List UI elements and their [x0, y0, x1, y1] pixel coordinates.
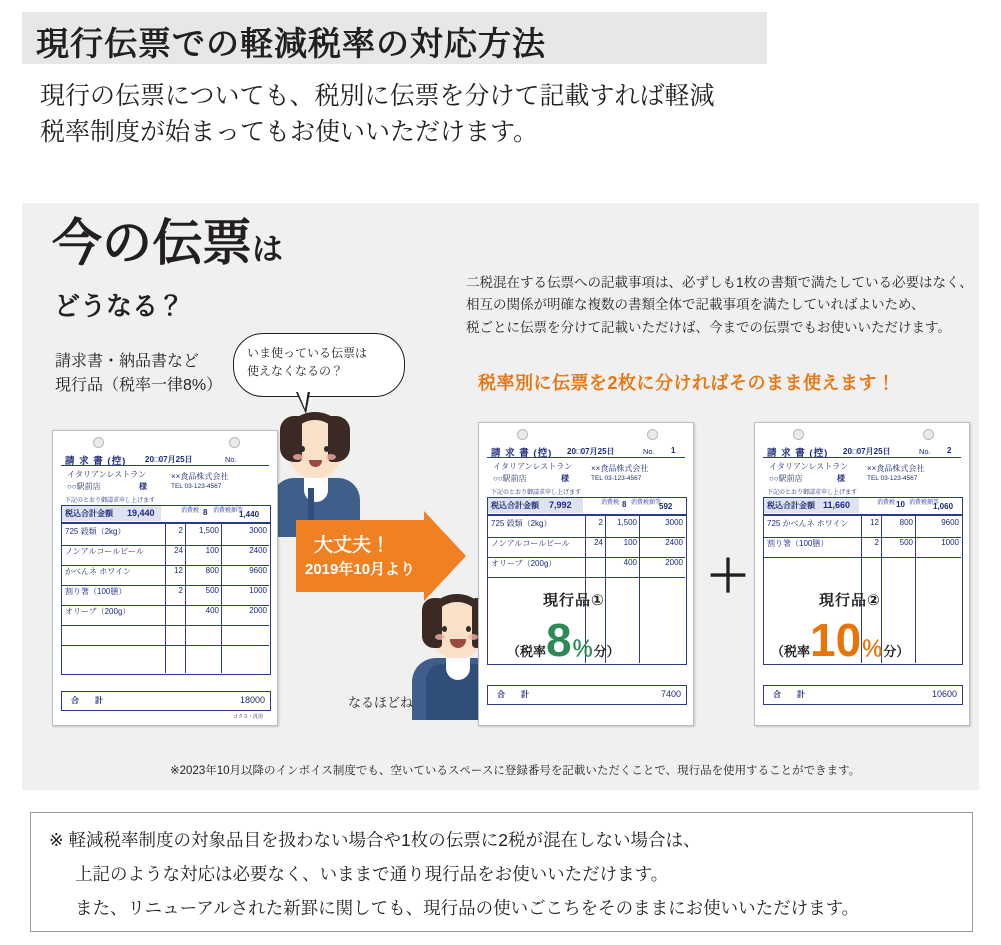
- slip-note: 下記のとおり御請求申し上げます: [65, 498, 156, 504]
- arrow-line-1: 大丈夫！: [314, 535, 391, 556]
- slip-tel: TEL 03-123-4567: [591, 475, 642, 482]
- row-0-qty: 2: [598, 518, 603, 527]
- slip-no-label: No.: [225, 455, 237, 464]
- punch-hole-left: [793, 429, 804, 440]
- row-0-qty: 12: [870, 518, 879, 527]
- row-1-amount: 1000: [941, 538, 959, 547]
- punch-hole-right: [923, 429, 934, 440]
- slip-tax-total-label: 消費税額等: [909, 500, 940, 506]
- explanation-line-1: 二税混在する伝票への記載事項は、必ずしも1枚の書類で満たしている必要はなく、: [466, 275, 973, 290]
- badge-post: 分）: [593, 644, 620, 659]
- slip-tax-total-label: 消費税額等: [213, 508, 244, 514]
- eye-left: [300, 446, 305, 452]
- slip-customer-2: ○○駅前店: [67, 482, 101, 491]
- current-product-label-line2: 現行品（税率一律8%）: [55, 377, 223, 394]
- row-3-amount: 1000: [249, 586, 267, 595]
- slip-note: 下記のとおり御請求申し上げます: [767, 490, 858, 496]
- badge-percent-symbol: ％: [571, 636, 594, 661]
- row-2-unit: 800: [205, 566, 219, 575]
- row-1-qty: 2: [874, 538, 879, 547]
- row-4-name: オリーブ（200g）: [65, 607, 131, 616]
- punch-hole-left: [93, 437, 104, 448]
- slip-sum-label: 合 計: [71, 696, 103, 705]
- slip-sum-label: 合 計: [773, 690, 805, 699]
- slip-total-value: 7,992: [549, 500, 572, 510]
- badge-pre: （税率: [507, 644, 547, 659]
- slip-customer-1: イタリアンレストラン: [493, 462, 573, 471]
- panel-subheading: どうなる？: [54, 291, 185, 321]
- slip-badge-label: 現行品①: [543, 592, 605, 609]
- slip-tax-rate: 10: [896, 500, 905, 509]
- slip-tax-rate: 8: [203, 508, 208, 517]
- panel-heading-suffix: は: [252, 232, 283, 267]
- slip-tax-head: 消費税: [181, 508, 200, 514]
- slip-current: 請 求 書 (控) 20□07月25日 No. イタリアンレストラン ○○駅前店 様 ××食品株式会社 TEL 03-123-4567 下記のとおり御請求申し上げます 税込合計金額 19,440 消費税 8 消費税額等 1,440 725 穀類（2kg） 2 1,500 3000 ノンアルコールビール 24 100 2400 かべんネ ホワイン 12 800 9600 割り箸（100膳） 2 500 1000 オリーブ（200g） 400 2000 合 計 18000 コクヨ・汎用: [52, 430, 278, 726]
- slip-sum-label: 合 計: [497, 690, 529, 699]
- row-0-unit: 800: [899, 518, 913, 527]
- slip-sum-value: 18000: [239, 695, 265, 705]
- slip-tax-total-label: 消費税額等: [631, 500, 662, 506]
- explanation-line-3: 税ごとに伝票を分けて記載いただけば、今までの伝票でもお使いいただけます。: [466, 319, 951, 335]
- slip-note: 下記のとおり御請求申し上げます: [491, 490, 582, 496]
- slip-total-label: 税込合計金額: [767, 501, 815, 510]
- row-1-unit: 500: [899, 538, 913, 547]
- lead-paragraph: [40, 78, 920, 151]
- row-2-qty: 12: [174, 566, 183, 575]
- arrow-line-2: 2019年10月より: [305, 561, 416, 578]
- slip-company: ××食品株式会社: [591, 464, 649, 473]
- slip-customer-2: ○○駅前店: [769, 474, 803, 483]
- slip-sum-value: 10600: [931, 689, 957, 699]
- row-0-name: 725 かべんネ ホワイン: [767, 519, 849, 528]
- badge-rate-number: 10: [810, 614, 862, 666]
- row-0-name: 725 穀類（2kg）: [491, 519, 552, 528]
- slip-no-value: 1: [671, 446, 676, 455]
- row-0-unit: 1,500: [616, 518, 637, 527]
- slip-customer-suffix: 様: [837, 474, 845, 483]
- row-1-unit: 100: [623, 538, 637, 547]
- slip-customer-1: イタリアンレストラン: [769, 462, 849, 471]
- row-3-qty: 2: [178, 586, 183, 595]
- slip-customer-2: ○○駅前店: [493, 474, 527, 483]
- panel-heading-main: 今の伝票: [52, 215, 252, 271]
- eye-right: [324, 446, 329, 452]
- page-title-bar: [22, 12, 767, 64]
- eye-left: [442, 626, 447, 632]
- slip-date: 20□07月25日: [843, 447, 891, 456]
- slip-customer-1: イタリアンレストラン: [67, 470, 147, 479]
- punch-hole-right: [229, 437, 240, 448]
- slip-badge-label: 現行品②: [819, 592, 881, 609]
- bubble-text: [247, 344, 367, 380]
- row-2-name: オリーブ（200g）: [491, 559, 557, 568]
- row-0-amount: 3000: [665, 518, 683, 527]
- row-1-name: ノンアルコールビール: [65, 547, 144, 556]
- row-1-qty: 24: [174, 546, 183, 555]
- row-4-unit: 400: [205, 606, 219, 615]
- slip-8-percent: [478, 422, 694, 726]
- bottom-note-line-1: ※ 軽減税率制度の対象品目を扱わない場合や1枚の伝票に2税が混在しない場合は、: [49, 830, 701, 850]
- slip-tax-total: 592: [659, 502, 673, 511]
- row-3-name: 割り箸（100膳）: [65, 587, 127, 596]
- slip-date: 20□07月25日: [145, 455, 193, 464]
- slip-total-label: 税込合計金額: [65, 509, 113, 518]
- split-slips-callout: 税率別に伝票を2枚に分ければそのまま使えます！: [478, 373, 896, 393]
- reassurance-arrow: [296, 520, 466, 592]
- bubble-line-2: 使えなくなるの？: [247, 364, 344, 378]
- slip-no-label: No.: [643, 447, 655, 456]
- row-3-unit: 500: [205, 586, 219, 595]
- punch-hole-right: [647, 429, 658, 440]
- row-1-name: ノンアルコールビール: [491, 539, 570, 548]
- panel-heading: [52, 215, 283, 271]
- plus-sign: ＋: [706, 552, 750, 601]
- bottom-note-line-3: また、リニューアルされた新罫に関しても、現行品の使いごこちをそのままにお使いいただけます。: [75, 898, 860, 918]
- badge-post: 分）: [883, 644, 910, 659]
- slip-sum-value: 7400: [660, 689, 681, 699]
- row-1-amount: 2400: [665, 538, 683, 547]
- slip-total-label: 税込合計金額: [491, 501, 539, 510]
- page-title: 現行伝票での軽減税率の対応方法: [36, 25, 546, 62]
- bottom-note-line-2: 上記のような対応は必要なく、いままで通り現行品をお使いいただけます。: [75, 864, 669, 884]
- slip-tel: TEL 03-123-4567: [867, 475, 918, 482]
- blush-right: [326, 454, 336, 460]
- row-2-amount: 2000: [665, 558, 683, 567]
- lead-line-2: 税率制度が始まってもお使いいただけます。: [40, 118, 539, 147]
- slip-badge-rate: [507, 613, 620, 667]
- naruhodo-text: なるほどね: [348, 695, 414, 710]
- slip-total-value: 11,660: [823, 500, 851, 510]
- slip-tax-total: 1,060: [933, 502, 954, 511]
- slip-title: 請 求 書 (控): [767, 448, 829, 459]
- row-0-name: 725 穀類（2kg）: [65, 527, 126, 536]
- slip-title: 請 求 書 (控): [491, 448, 553, 459]
- badge-rate-number: 8: [546, 614, 572, 666]
- slip-badge-rate: [771, 613, 909, 667]
- slip-customer-suffix: 様: [561, 474, 569, 483]
- row-1-qty: 24: [594, 538, 603, 547]
- bottom-note-box: [30, 812, 973, 932]
- slip-tel: TEL 03-123-4567: [171, 483, 222, 490]
- slip-total-value: 19,440: [127, 508, 155, 518]
- current-product-label: [55, 350, 222, 398]
- slip-tax-head: 消費税: [877, 500, 896, 506]
- row-0-amount: 3000: [249, 526, 267, 535]
- row-2-amount: 9600: [249, 566, 267, 575]
- row-0-unit: 1,500: [198, 526, 219, 535]
- explanation-line-2: 相互の関係が明確な複数の書類全体で記載事項を満たしていればよいため、: [466, 297, 925, 313]
- slip-company: ××食品株式会社: [867, 464, 925, 473]
- row-1-amount: 2400: [249, 546, 267, 555]
- blush-right: [468, 634, 478, 640]
- explanation-paragraph: [466, 272, 978, 339]
- slip-date: 20□07月25日: [567, 447, 615, 456]
- row-4-amount: 2000: [249, 606, 267, 615]
- bubble-line-1: いま使っている伝票は: [247, 346, 368, 360]
- invoice-system-footnote: ※2023年10月以降のインボイス制度でも、空いているスペースに登録番号を記載いただくことで、現行品を使用することができます。: [170, 765, 861, 777]
- hair-left: [422, 598, 442, 648]
- row-1-name: 割り箸（100膳）: [767, 539, 829, 548]
- row-0-qty: 2: [178, 526, 183, 535]
- slip-no-value: 2: [947, 446, 952, 455]
- question-speech-bubble: [233, 333, 405, 397]
- badge-pre: （税率: [771, 644, 811, 659]
- slip-title: 請 求 書 (控): [65, 456, 127, 467]
- slip-customer-suffix: 様: [139, 482, 147, 491]
- punch-hole-left: [517, 429, 528, 440]
- slip-no-label: No.: [919, 447, 931, 456]
- lead-line-1: 現行の伝票についても、税別に伝票を分けて記載すれば軽減: [40, 82, 715, 110]
- row-1-unit: 100: [205, 546, 219, 555]
- slip-tax-total: 1,440: [239, 510, 260, 519]
- slip-tax-head: 消費税: [601, 500, 620, 506]
- blush-left: [293, 454, 303, 460]
- badge-percent-symbol: ％: [861, 636, 884, 661]
- eye-right: [466, 626, 471, 632]
- slip-company: ××食品株式会社: [171, 472, 229, 481]
- blush-left: [435, 634, 445, 640]
- current-product-label-line1: 請求書・納品書など: [55, 353, 200, 370]
- slip-tax-rate: 8: [622, 500, 627, 509]
- row-2-unit: 400: [623, 558, 637, 567]
- row-2-name: かべんネ ホワイン: [65, 567, 131, 576]
- row-0-amount: 9600: [941, 518, 959, 527]
- slip-10-percent: [754, 422, 970, 726]
- worried-person-illustration: [264, 412, 374, 537]
